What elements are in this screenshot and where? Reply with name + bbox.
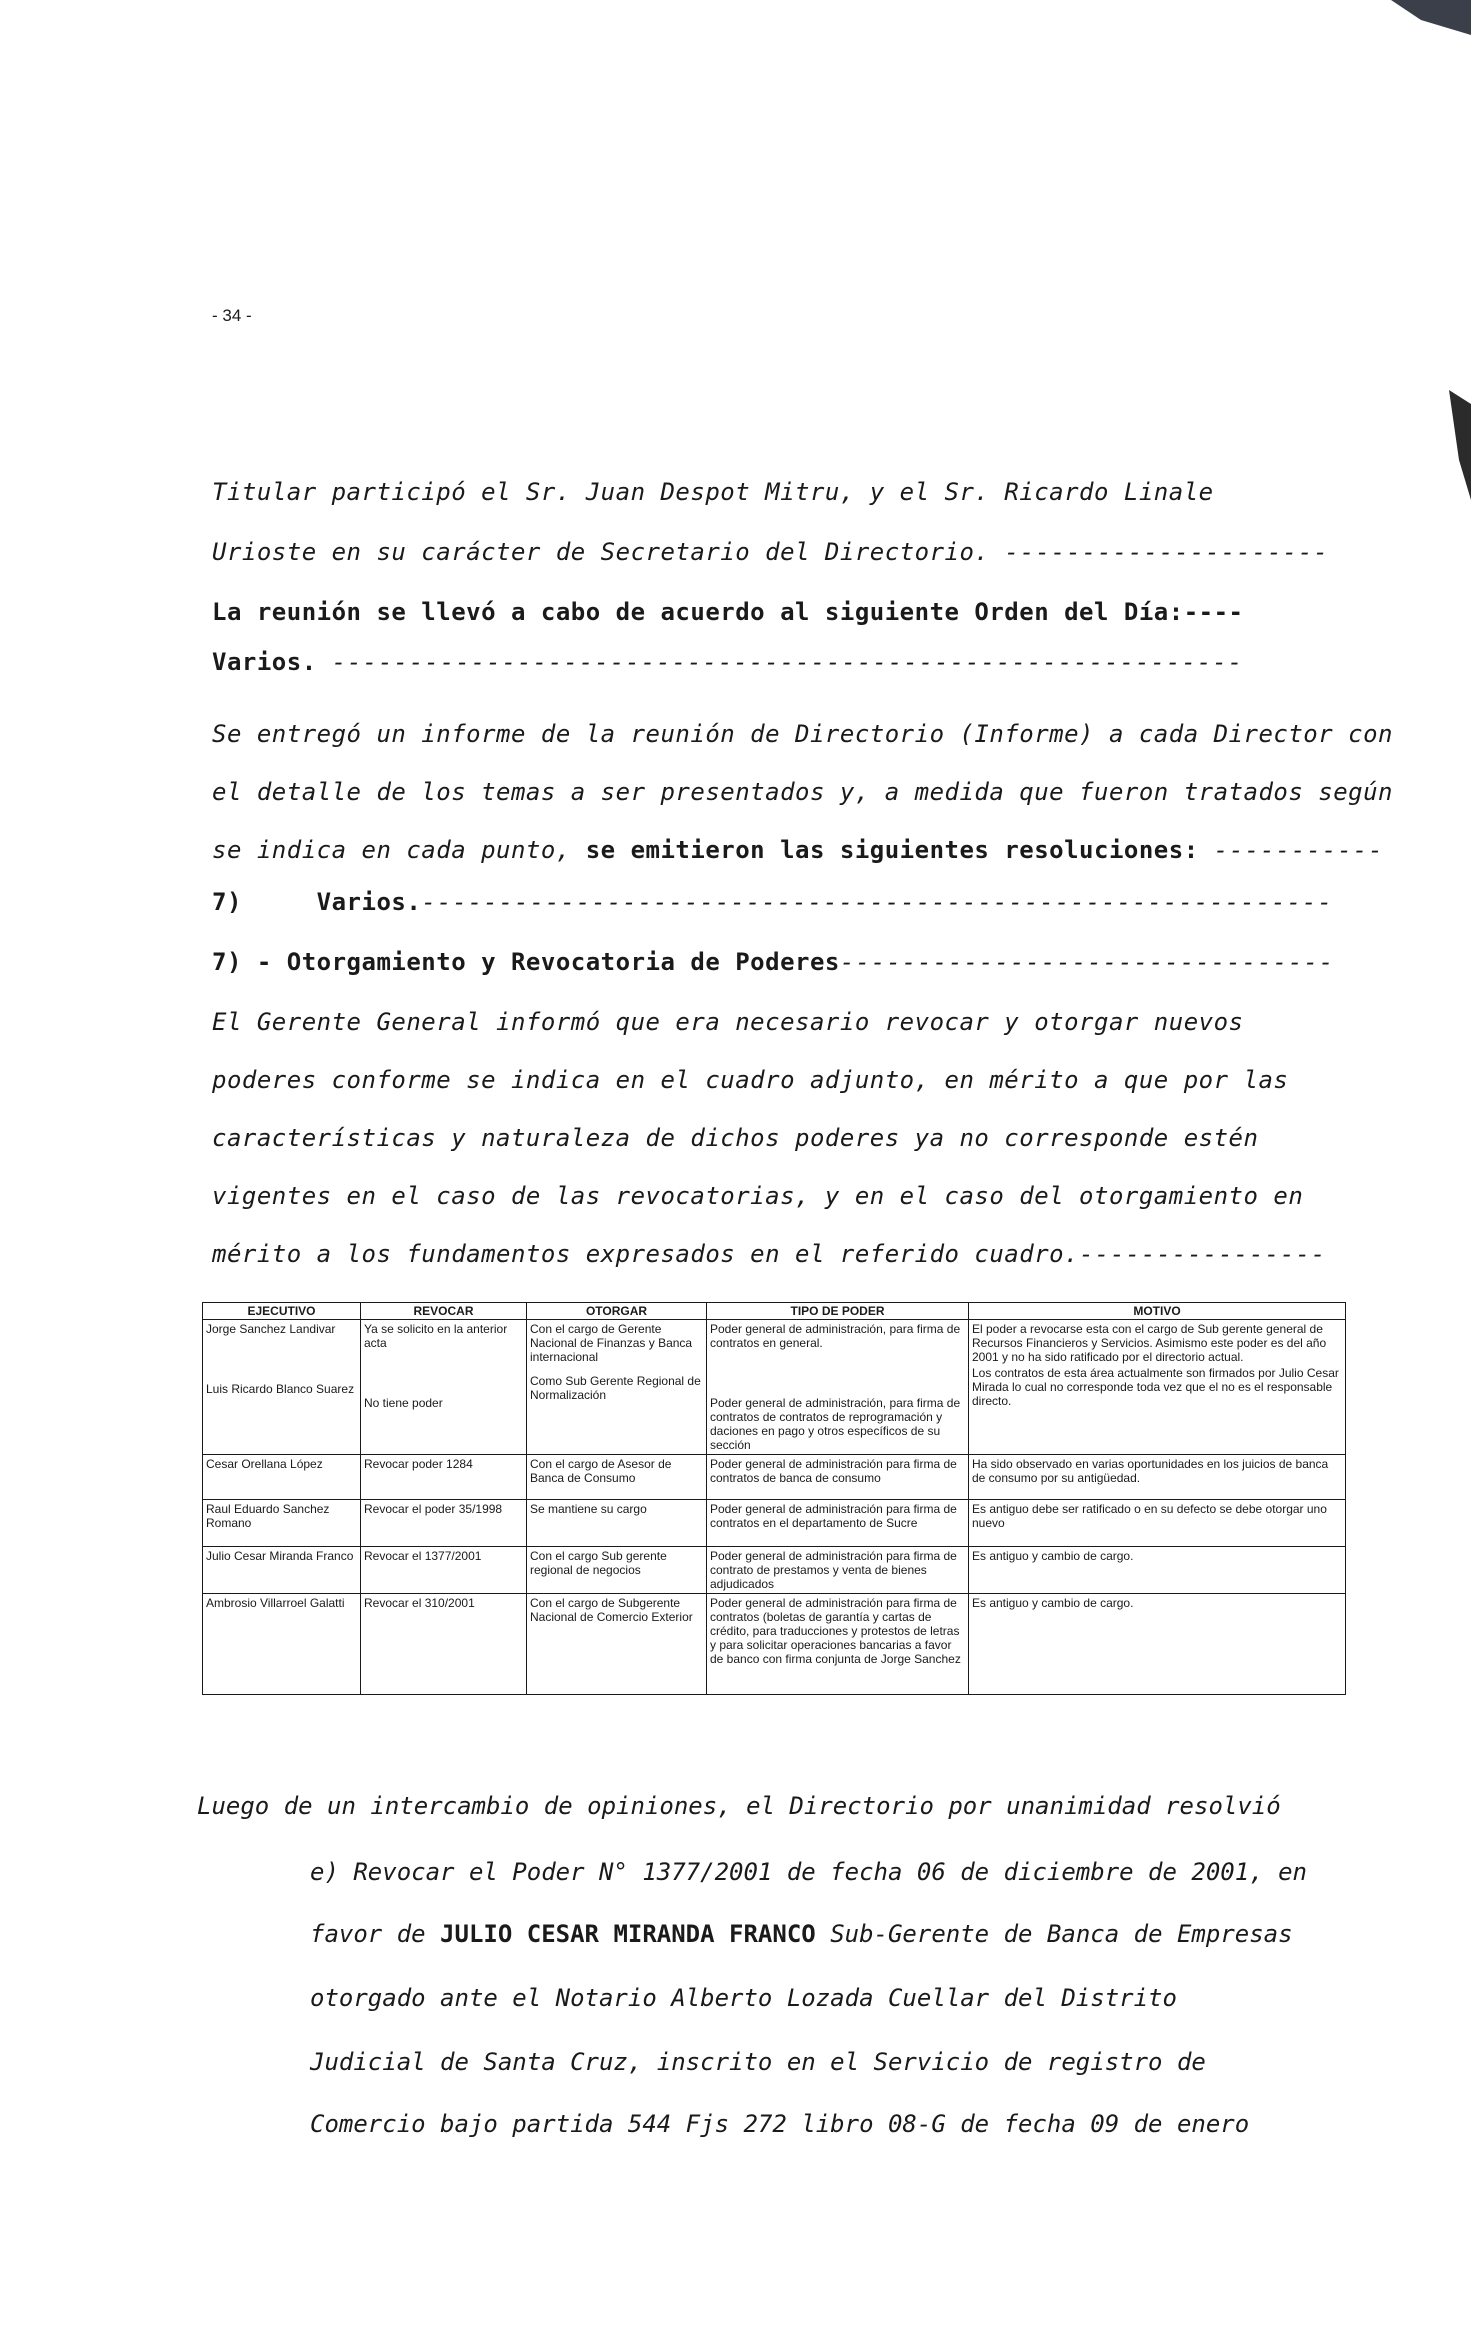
resolution-line-5: Comercio bajo partida 544 Fjs 272 libro 08-G de fecha 09 de enero (310, 2110, 1250, 2138)
agenda-item-line (212, 648, 1360, 676)
table-cell: Poder general de administración para firma de contratos (boletas de garantía y cartas de crédito, para traducciones y protestos de letras y para solicitar operaciones bancarias a favor de banco con firma conjunta de Jorge Sanchez (707, 1594, 969, 1695)
body-line-10: El Gerente General informó que era necesario revocar y otorgar nuevos (212, 1008, 1244, 1036)
table-cell: Raul Eduardo Sanchez Romano (203, 1500, 361, 1547)
section-varios-line (212, 888, 1360, 916)
table-cell: Cesar Orellana López (203, 1455, 361, 1500)
filler-dashes: ----------------------------------------------------------- (331, 648, 1244, 676)
scan-shadow-right-edge (1449, 390, 1471, 500)
table-cell (707, 1320, 969, 1455)
body-text: favor de (310, 1920, 426, 1948)
cell-text: Poder general de administración, para firma de contratos de contratos de reprogramación y daciones en pago y otros específicos de su sección (710, 1396, 961, 1452)
section-number: 7) (212, 888, 242, 916)
body-text: mérito a los fundamentos expresados en el referido cuadro. (212, 1240, 1080, 1268)
table-row (203, 1455, 1346, 1500)
table-row (203, 1594, 1346, 1695)
table-row (203, 1320, 1346, 1455)
table-cell: Revocar el 310/2001 (361, 1594, 527, 1695)
body-line-6: el detalle de los temas a ser presentados y, a medida que fueron tratados según (212, 778, 1393, 806)
filler-dashes: ----------------------------------------------------------- (421, 888, 1333, 916)
body-text: Urioste en su carácter de Secretario del Directorio. (212, 538, 990, 566)
table-cell (361, 1320, 527, 1455)
table-header-row (203, 1303, 1346, 1320)
resolution-line-4: Judicial de Santa Cruz, inscrito en el Servicio de registro de (310, 2048, 1206, 2076)
resolution-line-1: e) Revocar el Poder N° 1377/2001 de fecha 06 de diciembre de 2001, en (310, 1858, 1307, 1886)
powers-table (202, 1302, 1346, 1695)
body-text: Sub-Gerente de Banca de Empresas (830, 1920, 1293, 1948)
body-line-13: vigentes en el caso de las revocatorias, y en el caso del otorgamiento en (212, 1182, 1304, 1210)
filler-dashes: ---------------- (1079, 1240, 1327, 1268)
body-line-11: poderes conforme se indica en el cuadro adjunto, en mérito a que por las (212, 1066, 1289, 1094)
cell-text: Jorge Sanchez Landivar (206, 1322, 336, 1336)
cell-text: Poder general de administración, para firma de contratos en general. (710, 1322, 961, 1350)
cell-text: Los contratos de esta área actualmente son firmados por Julio Cesar Mirada lo cual no corresponde toda vez que el no es el responsable directo. (972, 1366, 1339, 1408)
agenda-item: Varios. (212, 648, 317, 676)
table-cell: Es antiguo debe ser ratificado o en su defecto se debe otorgar uno nuevo (969, 1500, 1346, 1547)
table-cell: Se mantiene su cargo (527, 1500, 707, 1547)
table-cell: Revocar el poder 35/1998 (361, 1500, 527, 1547)
person-name: JULIO CESAR MIRANDA FRANCO (440, 1920, 816, 1948)
table-cell: Con el cargo Sub gerente regional de negocios (527, 1547, 707, 1594)
table-cell: Es antiguo y cambio de cargo. (969, 1547, 1346, 1594)
section-title: Varios. (316, 888, 422, 916)
cell-text: Como Sub Gerente Regional de Normalización (530, 1374, 701, 1402)
col-header-otorgar: OTORGAR (527, 1303, 707, 1320)
filler-dashes: ----------- (1213, 836, 1384, 864)
agenda-line: La reunión se llevó a cabo de acuerdo al siguiente Orden del Día:---- (212, 598, 1244, 626)
resolution-line-2 (310, 1920, 1362, 1948)
filler-dashes: --------------------- (1004, 538, 1329, 566)
cell-text: Ya se solicito en la anterior acta (364, 1322, 508, 1350)
page-number: - 34 - (212, 306, 252, 325)
resolution-line-3: otorgado ante el Notario Alberto Lozada Cuellar del Distrito (310, 1984, 1177, 2012)
table-cell: Es antiguo y cambio de cargo. (969, 1594, 1346, 1695)
table-row (203, 1500, 1346, 1547)
cell-text: Con el cargo de Gerente Nacional de Finanzas y Banca internacional (530, 1322, 693, 1364)
body-line-5: Se entregó un informe de la reunión de Directorio (Informe) a cada Director con (212, 720, 1393, 748)
table-cell: Ambrosio Villarroel Galatti (203, 1594, 361, 1695)
table-cell (203, 1320, 361, 1455)
body-line-12: características y naturaleza de dichos poderes ya no corresponde estén (212, 1124, 1259, 1152)
resolutions-heading: se emitieron las siguientes resoluciones: (585, 836, 1199, 864)
table-cell: Julio Cesar Miranda Franco (203, 1547, 361, 1594)
table-cell: Ha sido observado en varias oportunidades en los juicios de banca de consumo por su antigüedad. (969, 1455, 1346, 1500)
body-line-2 (212, 538, 1360, 566)
table-cell: Revocar el 1377/2001 (361, 1547, 527, 1594)
filler-dashes: -------------------------------- (839, 948, 1335, 976)
table-cell: Con el cargo de Subgerente Nacional de Comercio Exterior (527, 1594, 707, 1695)
body-text: Titular participó el Sr. Juan Despot Mitru, y el Sr. Ricardo Linale (212, 478, 1214, 506)
body-line-14 (212, 1240, 1360, 1268)
table-cell: Poder general de administración para firma de contrato de prestamos y venta de bienes adjudicados (707, 1547, 969, 1594)
subsection-title: 7) - Otorgamiento y Revocatoria de Poderes (212, 948, 840, 976)
cell-text: Luis Ricardo Blanco Suarez (206, 1382, 355, 1396)
table-cell: Poder general de administración para firma de contratos de banca de consumo (707, 1455, 969, 1500)
col-header-ejecutivo: EJECUTIVO (203, 1303, 361, 1320)
body-line-1 (212, 478, 1360, 506)
table-row (203, 1547, 1346, 1594)
subsection-line (212, 948, 1360, 976)
table-cell (527, 1320, 707, 1455)
closing-statement: Luego de un intercambio de opiniones, el Directorio por unanimidad resolvió (197, 1792, 1281, 1820)
col-header-tipo-poder: TIPO DE PODER (707, 1303, 969, 1320)
table-cell: Revocar poder 1284 (361, 1455, 527, 1500)
table-cell (969, 1320, 1346, 1455)
table-cell: Con el cargo de Asesor de Banca de Consumo (527, 1455, 707, 1500)
body-line-7 (212, 836, 1384, 864)
cell-text: El poder a revocarse esta con el cargo de Sub gerente general de Recursos Financieros y Servicios. Asimismo este poder es del año 2001 y no ha sido ratificado por el directorio actual. (972, 1322, 1327, 1364)
col-header-motivo: MOTIVO (969, 1303, 1346, 1320)
col-header-revocar: REVOCAR (361, 1303, 527, 1320)
table-cell: Poder general de administración para firma de contratos en el departamento de Sucre (707, 1500, 969, 1547)
cell-text: No tiene poder (364, 1396, 443, 1410)
body-text: se indica en cada punto, (212, 836, 571, 864)
scan-shadow-top-right (1171, 0, 1471, 60)
